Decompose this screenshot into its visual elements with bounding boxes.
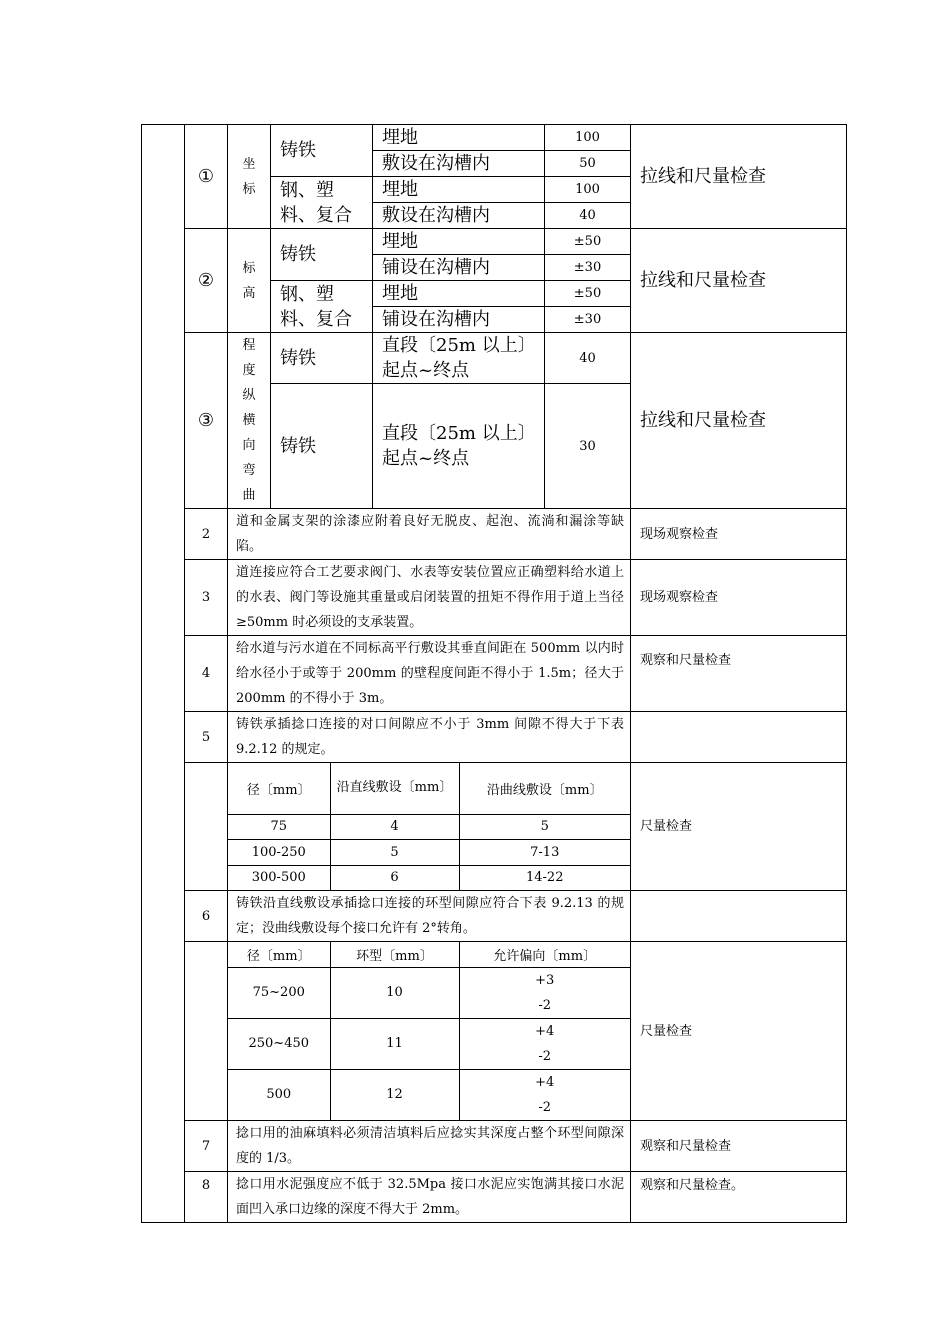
- coord-method: 拉线和尺量检查: [631, 125, 847, 229]
- t12-cell: 14-22: [526, 870, 564, 886]
- elev-value: ±30: [545, 255, 631, 281]
- elev-place: 铺设在沟槽内: [373, 255, 545, 281]
- item-method: 观察和尺量检查: [631, 636, 847, 712]
- t13-header-diameter: 径〔mm〕: [228, 942, 330, 967]
- item-text: 捻口用水泥强度应不低于 32.5Mpa 接口水泥应实饱满其接口水泥面凹入承口边缘的深度不得大于 2mm。: [228, 1172, 631, 1223]
- t13-cell: 250~450: [228, 1018, 330, 1069]
- item-number: 3: [185, 560, 228, 636]
- t13-deviation: +4 -2: [459, 1018, 630, 1069]
- coord-value: 50: [545, 151, 631, 177]
- item-number: 7: [185, 1121, 228, 1172]
- outer-left-column: [142, 125, 185, 1223]
- item-number: 6: [185, 891, 228, 942]
- elev-value: ±50: [545, 229, 631, 255]
- coord-value: 100: [545, 125, 631, 151]
- item-text: 铸铁沿直线敷设承插捻口连接的环型间隙应符合下表 9.2.13 的规定；没曲线敷设每个接口允许有 2°转角。: [228, 891, 631, 942]
- coord-place: 埋地: [373, 177, 545, 203]
- bend-value: 40: [545, 333, 631, 384]
- t12-cell: 4: [330, 814, 459, 839]
- t13-cell: 10: [330, 967, 459, 1018]
- elev-material-steel-plastic: 钢、塑 料、复合: [271, 281, 373, 333]
- t12-cell: 5: [330, 839, 459, 865]
- block-bend-index: ③: [185, 333, 228, 509]
- t13-cell: 500: [228, 1069, 330, 1120]
- table-9-2-13: [228, 942, 631, 1121]
- coord-value: 100: [545, 177, 631, 203]
- table-9-2-13-blank: [185, 942, 228, 1121]
- item-number: 2: [185, 509, 228, 560]
- item-text: 铸铁承插捻口连接的对口间隙应不小于 3mm 间隙不得大于下表 9.2.12 的规定。: [228, 712, 631, 763]
- inspection-table: [141, 124, 847, 1223]
- t12-header-diameter: 径〔mm〕: [228, 763, 330, 814]
- t13-header-ring: 环型〔mm〕: [330, 942, 459, 967]
- bend-material: 铸铁: [271, 333, 373, 384]
- t12-header-straight: 沿直线敷设〔mm〕: [330, 763, 459, 814]
- item-text: 捻口用的油麻填料必须清洁填料后应捻实其深度占整个环型间隙深度的 1/3。: [228, 1121, 631, 1172]
- item-number: 5: [185, 712, 228, 763]
- item-method: 观察和尺量检查: [631, 1121, 847, 1172]
- coord-value: 40: [545, 203, 631, 229]
- elev-method: 拉线和尺量检查: [631, 229, 847, 333]
- item-number: 4: [185, 636, 228, 712]
- item-number: 8: [185, 1172, 228, 1223]
- t12-cell: 5: [459, 814, 630, 839]
- t12-cell: 7-13: [459, 839, 630, 865]
- t12-method: 尺量检查: [631, 763, 847, 891]
- coord-place: 埋地: [373, 125, 545, 151]
- t12-cell: 100-250: [228, 839, 330, 865]
- t13-deviation: +3 -2: [459, 967, 630, 1018]
- block-bend-label: 程 度 纵 横 向 弯 曲: [228, 333, 271, 509]
- bend-desc: 直段〔25m 以上〕 起点~终点: [373, 333, 545, 384]
- elev-value: ±30: [545, 307, 631, 333]
- item-method: 现场观察检查: [631, 560, 847, 636]
- bend-value: 30: [545, 384, 631, 509]
- coord-place: 敷设在沟槽内: [373, 203, 545, 229]
- coord-place: 敷设在沟槽内: [373, 151, 545, 177]
- t13-deviation: +4 -2: [535, 1074, 555, 1115]
- elev-place: 埋地: [373, 229, 545, 255]
- bend-desc: 直段〔25m 以上〕 起点~终点: [373, 384, 545, 509]
- bend-method: 拉线和尺量检查: [631, 333, 847, 509]
- bend-material: 铸铁: [271, 384, 373, 509]
- elev-material-cast-iron: 铸铁: [271, 229, 373, 281]
- elev-value: ±50: [545, 281, 631, 307]
- t12-header-curve: 沿曲线敷设〔mm〕: [459, 763, 630, 814]
- item-method: [631, 891, 847, 942]
- table-9-2-12: [228, 763, 631, 891]
- block-elev-index: ②: [185, 229, 228, 333]
- item-method: 观察和尺量检查。: [631, 1172, 847, 1223]
- t13-cell: 75~200: [228, 967, 330, 1018]
- block-coord-index: ①: [185, 125, 228, 229]
- table-9-2-12-blank: [185, 763, 228, 891]
- block-elev-label: 标 高: [228, 229, 271, 333]
- t12-cell: 6: [330, 865, 459, 890]
- t12-cell: 300-500: [228, 865, 330, 890]
- item-method: [631, 712, 847, 763]
- t13-cell: 11: [330, 1018, 459, 1069]
- elev-place: 埋地: [373, 281, 545, 307]
- item-method: 现场观察检查: [631, 509, 847, 560]
- coord-material-cast-iron: 铸铁: [271, 125, 373, 177]
- t12-cell: 75: [228, 814, 330, 839]
- t13-cell: 12: [330, 1069, 459, 1120]
- block-coord-label: 坐 标: [228, 125, 271, 229]
- item-text: 道和金属支架的涂漆应附着良好无脱皮、起泡、流淌和漏涂等缺陷。: [228, 509, 631, 560]
- coord-material-steel-plastic: 钢、塑 料、复合: [271, 177, 373, 229]
- t13-header-deviation: 允许偏向〔mm〕: [459, 942, 630, 967]
- elev-place: 铺设在沟槽内: [373, 307, 545, 333]
- item-text: 道连接应符合工艺要求阀门、水表等安装位置应正确塑料给水道上的水表、阀门等设施其重量或启闭装置的扭矩不得作用于道上当径≥50mm 时必须设的支承装置。: [228, 560, 631, 636]
- item-text: 给水道与污水道在不同标高平行敷设其垂直间距在 500mm 以内时给水径小于或等于 200mm 的壁程度间距不得小于 1.5m；径大于 200mm 的不得小于 3m。: [228, 636, 631, 712]
- t13-method: 尺量检查: [631, 942, 847, 1121]
